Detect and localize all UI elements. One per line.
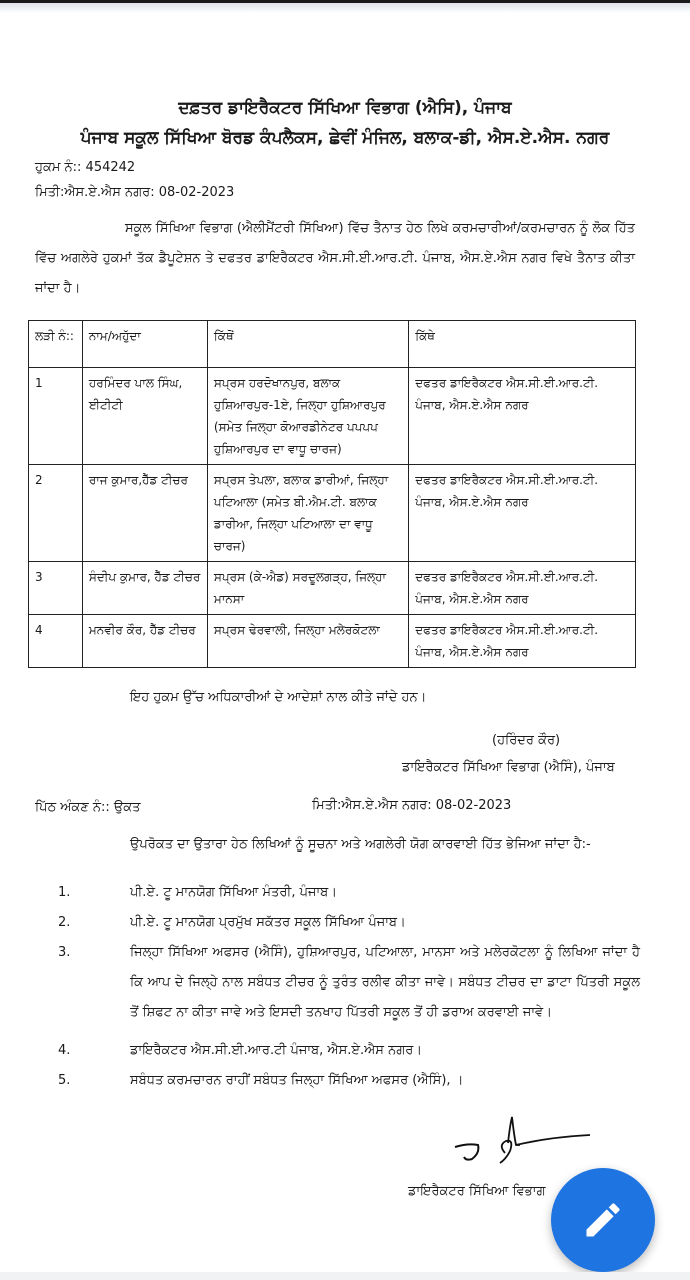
bottom-edge	[0, 1272, 690, 1280]
signatory-name: (ਹਰਿੰਦਰ ਕੌਰ)	[492, 733, 561, 748]
cell-serial: 2	[29, 465, 83, 562]
cell-serial: 1	[29, 368, 83, 465]
order-date: ਮਿਤੀ:ਐਸ.ਏ.ਐਸ ਨਗਰ: 08-02-2023	[35, 185, 235, 200]
list-item-text: ਜਿਲ੍ਹਾ ਸਿੱਖਿਆ ਅਫਸਰ (ਐਸਿੰ), ਹੁਸ਼ਿਆਰਪੁਰ, ਪਟਿਆਲਾ, ਮਾਨਸਾ ਅਤੇ ਮਲੇਰਕੋਟਲਾ ਨੂੰ ਲਿਖਿਆ ਜਾਂਦਾ ਹੈ ਕਿ ਆਪ ਦੇ ਜਿਲ੍ਹੇ ਨਾਲ ਸਬੰਧਤ ਟੀਚਰ ਨੂੰ ਤੁਰੰਤ ਰਲੀਵ ਕੀਤਾ ਜਾਵੇ। ਸਬੰਧਤ ਟੀਚਰ ਦਾ ਡਾਟਾ ਪਿੱਤਰੀ ਸਕੂਲ ਤੋਂ ਸ਼ਿਫਟ ਨਾ ਕੀਤਾ ਜਾਵੇ ਅਤੇ ਇਸਦੀ ਤਨਖਾਹ ਪਿੱਤਰੀ ਸਕੂਲ ਤੋਂ ਹੀ ਡਰਾਅ ਕਰਵਾਈ ਜਾਵੇ।	[130, 945, 640, 1020]
pencil-edit-icon	[581, 1198, 625, 1242]
cell-to: ਦਫਤਰ ਡਾਇਰੈਕਟਰ ਐਸ.ਸੀ.ਈ.ਆਰ.ਟੀ. ਪੰਜਾਬ, ਐਸ.ਏ.ਐਸ ਨਗਰ	[409, 562, 636, 615]
cell-name: ਰਾਜ ਕੁਮਾਰ,ਹੈੱਡ ਟੀਚਰ	[82, 465, 207, 562]
endorsement-number: ਪਿੱਠ ਅੰਕਣ ਨੰ:: ਉਕਤ	[35, 800, 141, 815]
cell-name: ਮਨਵੀਰ ਕੌਰ, ਹੈੱਡ ਟੀਚਰ	[82, 615, 207, 668]
header-to: ਕਿੱਥੇ	[409, 321, 636, 368]
authority-line: ਇਹ ਹੁਕਮ ਉੱਚ ਅਧਿਕਾਰੀਆਂ ਦੇ ਆਦੇਸ਼ਾਂ ਨਾਲ ਕੀਤੇ ਜਾਂਦੇ ਹਨ।	[130, 690, 427, 705]
list-item	[50, 878, 640, 908]
order-paragraph: ਸਕੂਲ ਸਿੱਖਿਆ ਵਿਭਾਗ (ਐਲੀਮੈਂਟਰੀ ਸਿੱਖਿਆ) ਵਿੱਚ ਤੈਨਾਤ ਹੇਠ ਲਿਖੇ ਕਰਮਚਾਰੀਆਂ/ਕਰਮਚਾਰਨ ਨੂੰ ਲੋਕ ਹਿੱਤ ਵਿੱਚ ਅਗਲੇਰੇ ਹੁਕਮਾਂ ਤੱਕ ਡੈਪੂਟੇਸ਼ਨ ਤੇ ਦਫਤਰ ਡਾਇਰੈਕਟਰ ਐਸ.ਸੀ.ਈ.ਆਰ.ਟੀ. ਪੰਜਾਬ, ਐਸ.ਏ.ਐਸ ਨਗਰ ਵਿਖੇ ਤੈਨਾਤ ਕੀਤਾ ਜਾਂਦਾ ਹੈ।	[35, 221, 635, 296]
list-item	[50, 908, 640, 938]
cell-from: ਸਪ੍ਰਸ ਹਰਦੋਖਾਨਪੁਰ, ਬਲਾਕ ਹੁਸ਼ਿਆਰਪੁਰ-1ਏ, ਜਿਲ੍ਹਾ ਹੁਸ਼ਿਆਰਪੁਰ (ਸਮੇਤ ਜਿਲ੍ਹਾ ਕੋਆਰਡੀਨੇਟਰ ਪਪਪਪ ਹੁਸ਼ਿਆਰਪੁਰ ਦਾ ਵਾਧੂ ਚਾਰਜ)	[207, 368, 408, 465]
header-name: ਨਾਮ/ਅਹੁੱਦਾ	[82, 321, 207, 368]
cell-from: ਸਪ੍ਰਸ ਢੇਰਵਾਲੀ, ਜਿਲ੍ਹਾ ਮਲੇਰਕੋਟਲਾ	[207, 615, 408, 668]
office-title: ਦਫ਼ਤਰ ਡਾਇਰੈਕਟਰ ਸਿੱਖਿਆ ਵਿਭਾਗ (ਐਸਿ), ਪੰਜਾਬ	[178, 98, 512, 118]
copy-to-list	[50, 878, 640, 1096]
edit-fab-button[interactable]	[551, 1168, 655, 1272]
copy-intro: ਉਪਰੋਕਤ ਦਾ ਉਤਾਰਾ ਹੇਠ ਲਿਖਿਆਂ ਨੂੰ ਸੂਚਨਾ ਅਤੇ ਅਗਲੇਰੀ ਯੋਗ ਕਾਰਵਾਈ ਹਿੱਤ ਭੇਜਿਆ ਜਾਂਦਾ ਹੈ:-	[130, 837, 591, 852]
cell-serial: 3	[29, 562, 83, 615]
table-row	[29, 615, 636, 668]
list-item-number: 4.	[58, 1043, 71, 1058]
table-row	[29, 562, 636, 615]
list-item-text: ਪੀ.ਏ. ਟੂ ਮਾਨਯੋਗ ਪ੍ਰਮੁੱਖ ਸਕੱਤਰ ਸਕੂਲ ਸਿੱਖਿਆ ਪੰਜਾਬ।	[130, 915, 406, 930]
cell-from: ਸਪ੍ਰਸ ਤੇਪਲਾ, ਬਲਾਕ ਡਾਰੀਆਂ, ਜਿਲ੍ਹਾ ਪਟਿਆਲਾ (ਸਮੇਤ ਬੀ.ਐਮ.ਟੀ. ਬਲਾਕ ਡਾਰੀਆ, ਜਿਲ੍ਹਾ ਪਟਿਆਲਾ ਦਾ ਵਾਧੂ ਚਾਰਜ)	[207, 465, 408, 562]
list-item	[50, 1066, 640, 1096]
header-serial: ਲੜੀ ਨੰ::	[29, 321, 83, 368]
endorsement-date: ਮਿਤੀ:ਐਸ.ਏ.ਐਸ ਨਗਰ: 08-02-2023	[312, 798, 512, 813]
footer-designation: ਡਾਇਰੈਕਟਰ ਸਿੱਖਿਆ ਵਿਭਾਗ	[408, 1184, 546, 1199]
table-row	[29, 465, 636, 562]
list-item-number: 2.	[58, 915, 71, 930]
list-item-text: ਪੀ.ਏ. ਟੂ ਮਾਨਯੋਗ ਸਿੱਖਿਆ ਮੰਤਰੀ, ਪੰਜਾਬ।	[130, 885, 338, 900]
deputation-table	[28, 320, 636, 668]
cell-name: ਸੰਦੀਪ ਕੁਮਾਰ, ਹੈੱਡ ਟੀਚਰ	[82, 562, 207, 615]
table-row	[29, 368, 636, 465]
cell-to: ਦਫਤਰ ਡਾਇਰੈਕਟਰ ਐਸ.ਸੀ.ਈ.ਆਰ.ਟੀ. ਪੰਜਾਬ, ਐਸ.ਏ.ਐਸ ਨਗਰ	[409, 615, 636, 668]
cell-from: ਸਪ੍ਰਸ (ਕੇ-ਐਡ) ਸਰਦੂਲਗੜ੍ਹ, ਜਿਲ੍ਹਾ ਮਾਨਸਾ	[207, 562, 408, 615]
handwritten-signature	[450, 1115, 590, 1175]
list-item-number: 1.	[58, 885, 71, 900]
list-item-number: 5.	[58, 1073, 71, 1088]
list-item-text: ਸਬੰਧਤ ਕਰਮਚਾਰਨ ਰਾਹੀਂ ਸਬੰਧਤ ਜਿਲ੍ਹਾ ਸਿੱਖਿਆ ਅਫਸਰ (ਐਸਿੰ), ।	[130, 1073, 464, 1088]
cell-to: ਦਫਤਰ ਡਾਇਰੈਕਟਰ ਐਸ.ਸੀ.ਈ.ਆਰ.ਟੀ. ਪੰਜਾਬ, ਐਸ.ਏ.ਐਸ ਨਗਰ	[409, 465, 636, 562]
cell-to: ਦਫਤਰ ਡਾਇਰੈਕਟਰ ਐਸ.ਸੀ.ਈ.ਆਰ.ਟੀ. ਪੰਜਾਬ, ਐਸ.ਏ.ਐਸ ਨਗਰ	[409, 368, 636, 465]
header-from: ਕਿੱਥੋਂ	[207, 321, 408, 368]
list-item-text: ਡਾਇਰੈਕਟਰ ਐਸ.ਸੀ.ਈ.ਆਰ.ਟੀ ਪੰਜਾਬ, ਐਸ.ਏ.ਐਸ ਨਗਰ।	[130, 1043, 423, 1058]
list-item	[50, 1036, 640, 1066]
table-header-row	[29, 321, 636, 368]
cell-name: ਹਰਮਿੰਦਰ ਪਾਲ ਸਿੰਘ, ਈਟੀਟੀ	[82, 368, 207, 465]
list-item-number: 3.	[58, 945, 71, 960]
signatory-designation: ਡਾਇਰੈਕਟਰ ਸਿੱਖਿਆ ਵਿਭਾਗ (ਐਸਿੰ), ਪੰਜਾਬ	[402, 760, 615, 775]
list-item	[50, 938, 640, 1028]
cell-serial: 4	[29, 615, 83, 668]
office-address: ਪੰਜਾਬ ਸਕੂਲ ਸਿੱਖਿਆ ਬੋਰਡ ਕੰਪਲੈਕਸ, ਛੇਵੀਂ ਮੰਜਿਲ, ਬਲਾਕ-ਡੀ, ਐਸ.ਏ.ਐਸ. ਨਗਰ	[80, 128, 610, 148]
order-number: ਹੁਕਮ ਨੰ:: 454242	[35, 160, 136, 175]
